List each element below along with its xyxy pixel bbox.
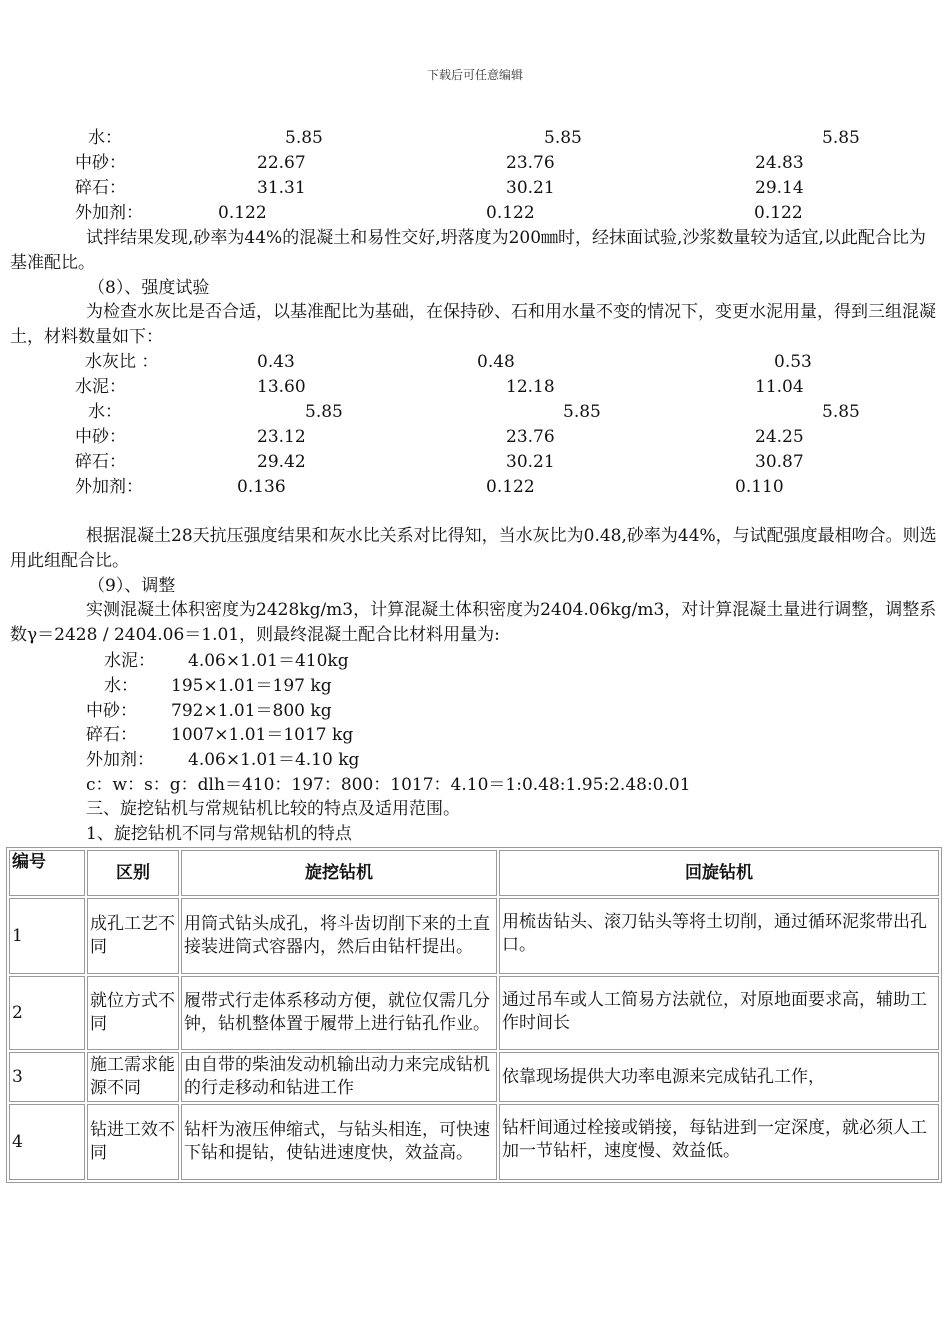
mix2-additive-v3: 0.110 [735, 477, 784, 497]
mix2-gravel-v2: 30.21 [506, 452, 555, 472]
mix2-cement-v2: 12.18 [506, 377, 555, 397]
mix2-water-label: 水： [88, 402, 122, 422]
mix1-sand-label: 中砂： [75, 153, 126, 173]
section-3-title: 三、旋挖钻机与常规钻机比较的特点及适用范围。 [86, 799, 460, 819]
mix2-sand-v3: 24.25 [755, 427, 804, 447]
mix1-gravel-v2: 30.21 [506, 178, 555, 198]
mix1-additive-v3: 0.122 [754, 203, 803, 223]
mix2-additive-v2: 0.122 [486, 477, 535, 497]
row-rotary-drilling: 依靠现场提供大功率电源来完成钻孔工作， [499, 1052, 939, 1102]
header-number: 编号 [9, 850, 85, 896]
mix2-water-v1: 5.85 [305, 402, 343, 422]
row-difference: 就位方式不同 [87, 976, 179, 1050]
mix1-water-v3: 5.85 [822, 128, 860, 148]
mix2-ratio-label: 水灰比 ： [85, 352, 159, 372]
mix1-sand-v1: 22.67 [257, 153, 306, 173]
paragraph-strength-result: 根据混凝土28天抗压强度结果和灰水比关系对比得知，当水灰比为0.48,砂率为44%，与试配强度最相吻合。则选用此组配合比。 [10, 526, 937, 571]
mix1-gravel-v3: 29.14 [755, 178, 804, 198]
table-row [9, 1104, 939, 1180]
mix1-gravel-v1: 31.31 [257, 178, 306, 198]
heading-adjustment: （9）、调整 [88, 576, 176, 596]
row-rotary-drilling: 用梳齿钻头、滚刀钻头等将土切削，通过循环泥浆带出孔口。 [499, 898, 939, 974]
row-difference: 施工需求能源不同 [87, 1052, 179, 1102]
mix1-sand-v3: 24.83 [755, 153, 804, 173]
row-number: 4 [9, 1104, 85, 1180]
final-gravel-label: 碎石： [86, 725, 137, 745]
row-rotary-excavating: 用筒式钻头成孔，将斗齿切削下来的土直接装进筒式容器内，然后由钻杆提出。 [181, 898, 497, 974]
mix1-additive-label: 外加剂： [75, 203, 143, 223]
final-additive-label: 外加剂： [86, 750, 154, 770]
mix1-sand-v2: 23.76 [506, 153, 555, 173]
paragraph-adjustment: 实测混凝土体积密度为2428kg/m3，计算混凝土体积密度为2404.06kg/m3，对计算混凝土量进行调整，调整系数γ＝2428 / 2404.06＝1.01，则最终混凝土配合比材料用量为: [10, 600, 937, 645]
comparison-table [6, 847, 942, 1183]
final-sand-value: 792×1.01＝800 kg [171, 701, 332, 721]
row-number: 3 [9, 1052, 85, 1102]
paragraph-trial-result: 试拌结果发现,砂率为44%的混凝土和易性交好,坍落度为200㎜时，经抹面试验,沙浆数量较为适宜,以此配合比为基准配比。 [10, 228, 926, 273]
mix2-water-v3: 5.85 [822, 402, 860, 422]
row-rotary-excavating: 钻杆为液压伸缩式，与钻头相连，可快速下钻和提钻，使钻进速度快，效益高。 [181, 1104, 497, 1180]
table-row [9, 898, 939, 974]
mix2-sand-v2: 23.76 [506, 427, 555, 447]
mix2-gravel-v1: 29.42 [257, 452, 306, 472]
final-cement-value: 4.06×1.01＝410kg [188, 651, 349, 671]
row-rotary-excavating: 履带式行走体系移动方便，就位仅需几分钟，钻机整体置于履带上进行钻孔作业。 [181, 976, 497, 1050]
mix2-cement-label: 水泥： [75, 377, 126, 397]
final-additive-value: 4.06×1.01＝4.10 kg [188, 750, 360, 770]
mix2-sand-label: 中砂： [75, 427, 126, 447]
row-number: 2 [9, 976, 85, 1050]
mix2-ratio-v2: 0.48 [477, 352, 515, 372]
row-number: 1 [9, 898, 85, 974]
final-cement-label: 水泥： [104, 651, 155, 671]
mix2-cement-v1: 13.60 [257, 377, 306, 397]
mix2-additive-v1: 0.136 [237, 477, 286, 497]
mix1-additive-v1: 0.122 [218, 203, 267, 223]
table-row [9, 1052, 939, 1102]
mix1-water-label: 水： [88, 128, 122, 148]
page-header: 下载后可任意编辑 [426, 68, 523, 82]
table-row [9, 976, 939, 1050]
final-gravel-value: 1007×1.01＝1017 kg [171, 725, 354, 745]
heading-strength-test: （8）、强度试验 [88, 278, 210, 298]
mix2-gravel-label: 碎石： [75, 452, 126, 472]
subsection-1-title: 1、旋挖钻机不同与常规钻机的特点 [86, 824, 352, 844]
mix2-water-v2: 5.85 [563, 402, 601, 422]
row-rotary-drilling: 通过吊车或人工简易方法就位，对原地面要求高，辅助工作时间长 [499, 976, 939, 1050]
final-sand-label: 中砂： [86, 701, 137, 721]
header-rotary-drilling-rig: 回旋钻机 [499, 850, 939, 896]
row-difference: 成孔工艺不同 [87, 898, 179, 974]
mix1-additive-v2: 0.122 [486, 203, 535, 223]
mix2-additive-label: 外加剂： [75, 477, 143, 497]
mix2-sand-v1: 23.12 [257, 427, 306, 447]
mix2-cement-v3: 11.04 [755, 377, 804, 397]
final-water-value: 195×1.01＝197 kg [171, 676, 332, 696]
mix2-ratio-v3: 0.53 [774, 352, 812, 372]
final-water-label: 水： [104, 676, 138, 696]
header-rotary-excavating-rig: 旋挖钻机 [181, 850, 497, 896]
mix1-gravel-label: 碎石： [75, 178, 126, 198]
paragraph-strength-test: 为检查水灰比是否合适，以基准配比为基础，在保持砂、石和用水量不变的情况下，变更水泥用量，得到三组混凝土，材料数量如下： [10, 302, 936, 347]
mix1-water-v1: 5.85 [285, 128, 323, 148]
header-difference: 区别 [87, 850, 179, 896]
row-difference: 钻进工效不同 [87, 1104, 179, 1180]
mix2-ratio-v1: 0.43 [257, 352, 295, 372]
table-header-row [9, 850, 939, 896]
row-rotary-drilling: 钻杆间通过栓接或销接，每钻进到一定深度，就必须人工加一节钻杆，速度慢、效益低。 [499, 1104, 939, 1180]
mix1-water-v2: 5.85 [544, 128, 582, 148]
final-ratio-line: c：w：s：g：dlh＝410：197：800：1017：4.10＝1:0.48:1.95:2.48:0.01 [86, 775, 691, 795]
mix2-gravel-v3: 30.87 [755, 452, 804, 472]
row-rotary-excavating: 由自带的柴油发动机输出动力来完成钻机的行走移动和钻进工作 [181, 1052, 497, 1102]
